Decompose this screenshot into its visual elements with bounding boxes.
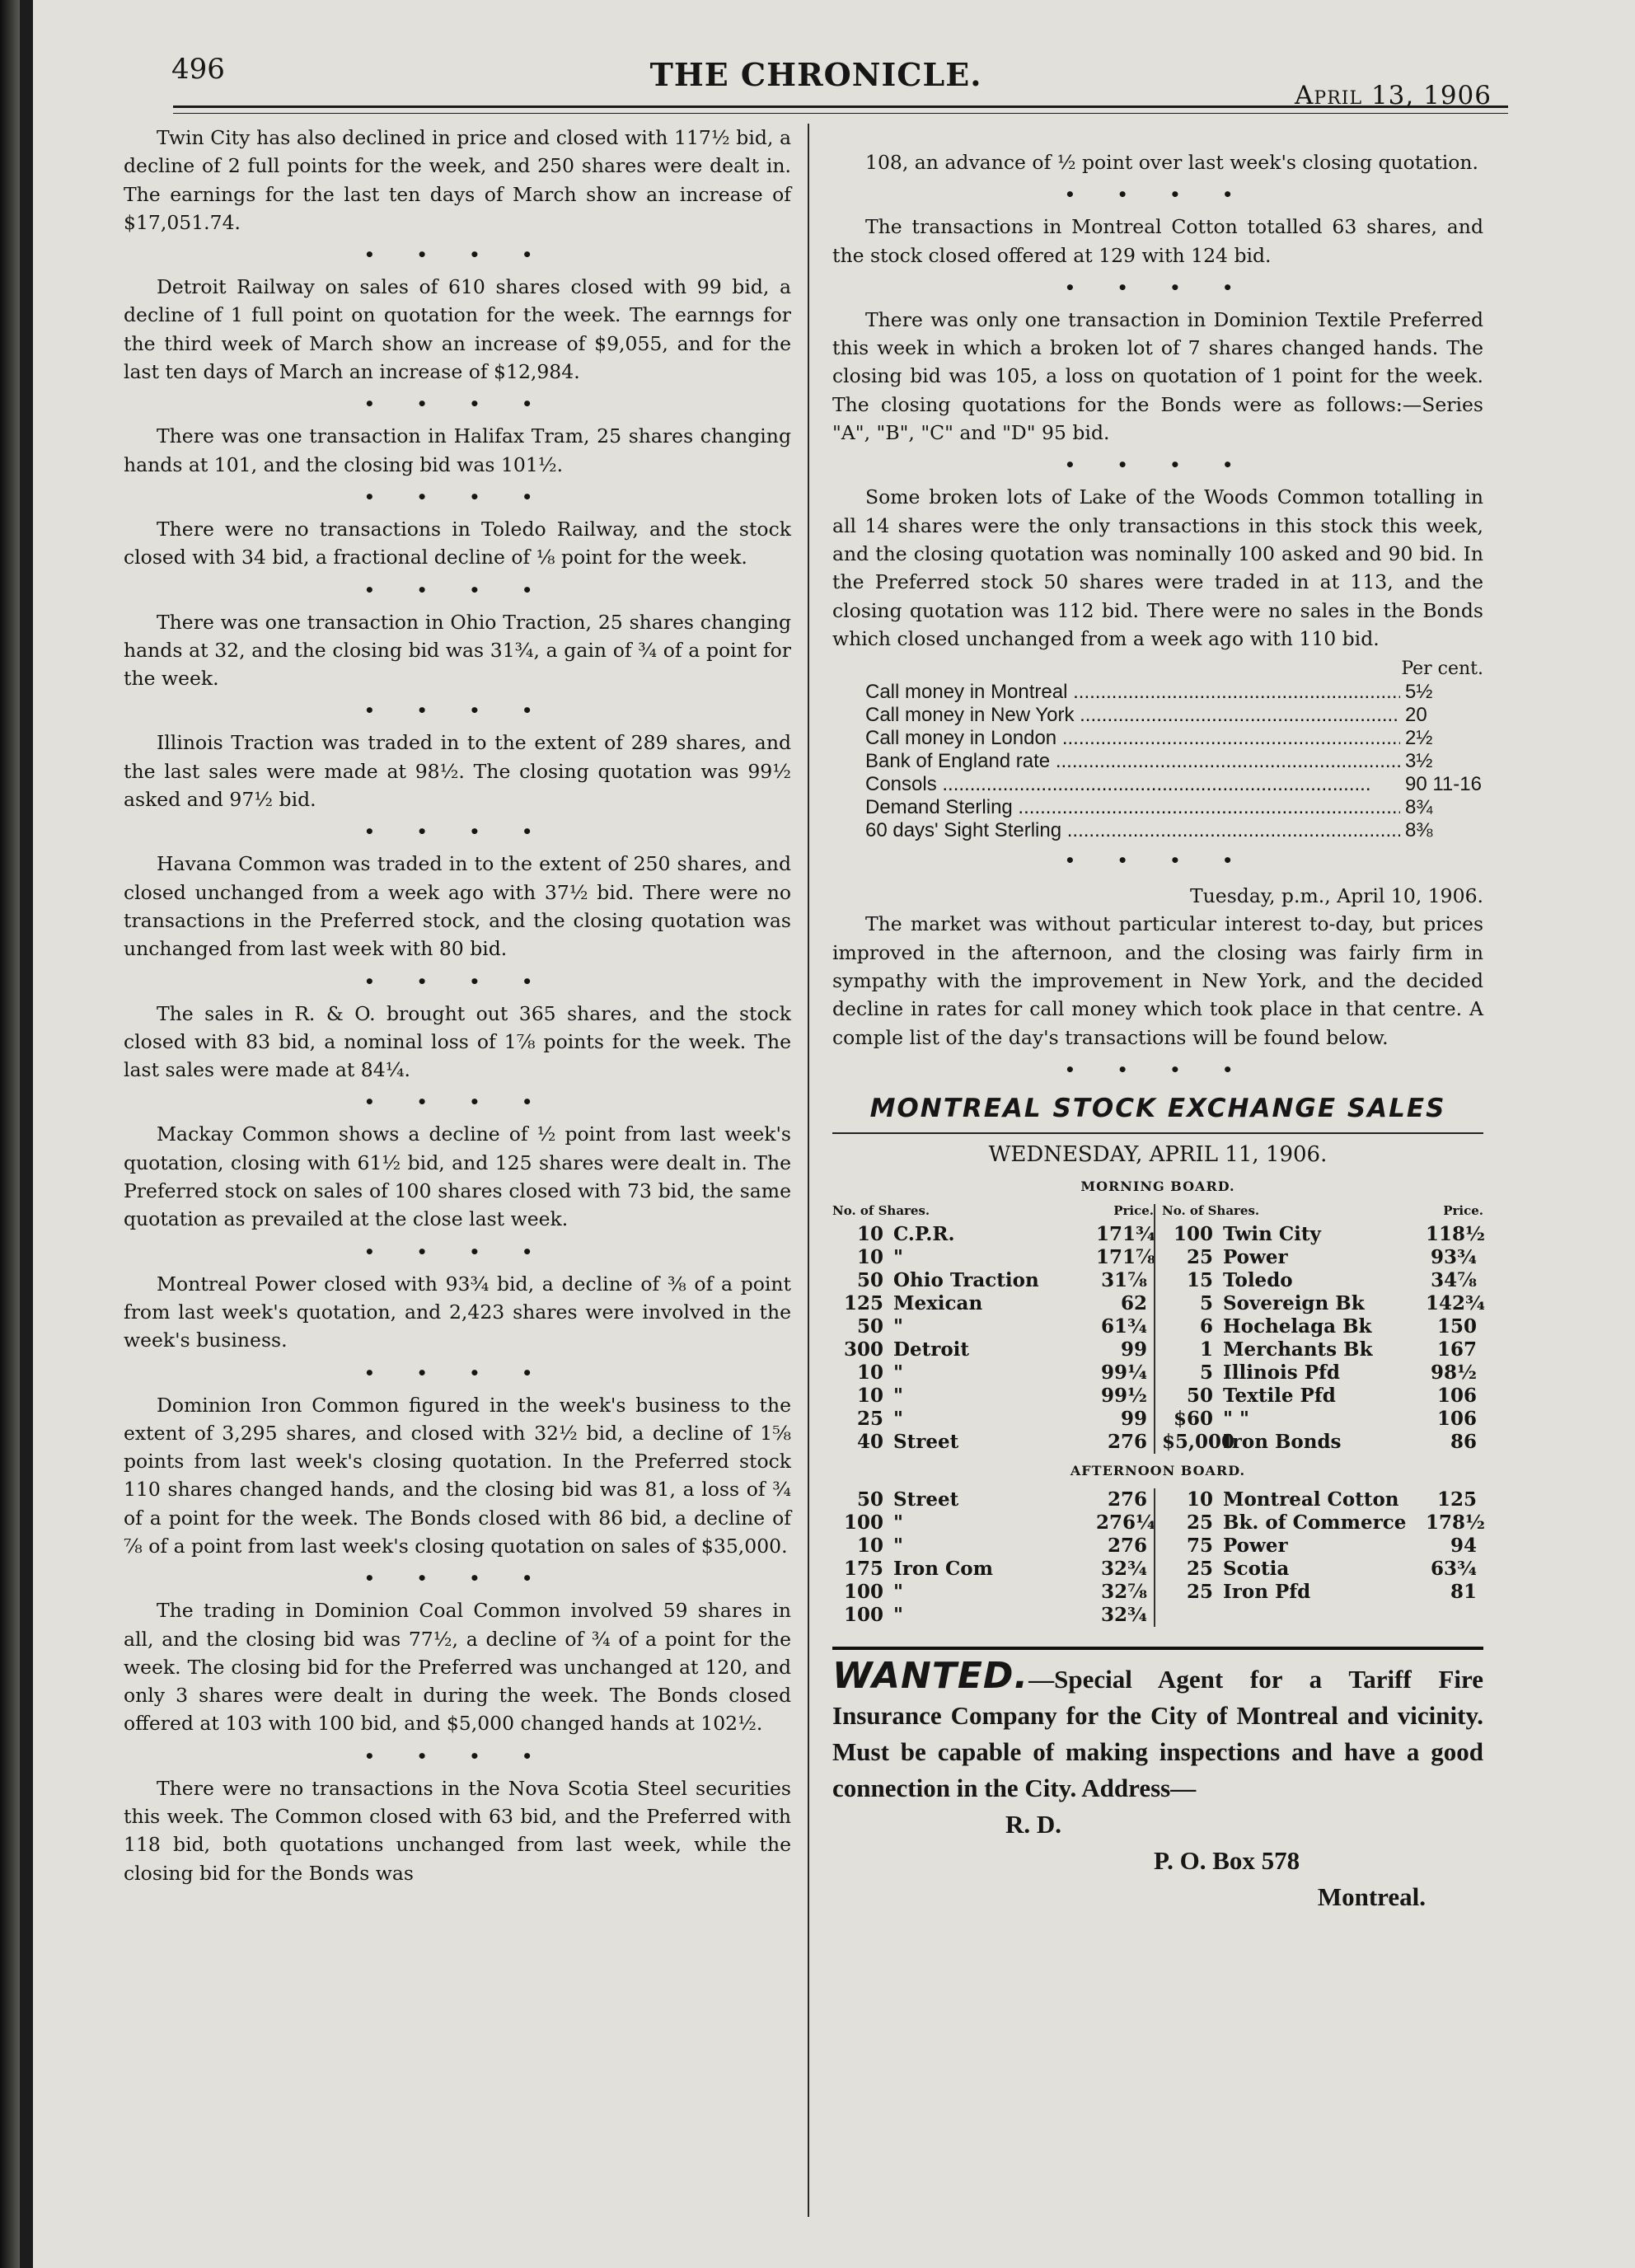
col-price: Price. xyxy=(1443,1202,1483,1218)
rate-value: 20 xyxy=(1405,704,1427,727)
stock-name: " xyxy=(893,1535,903,1558)
sale-price: 34⅞ xyxy=(1431,1268,1477,1291)
afternoon-board-table xyxy=(832,1488,1483,1627)
morning-right xyxy=(1154,1204,1483,1454)
page-number: 496 xyxy=(171,53,225,86)
sale-price: 86 xyxy=(1450,1430,1477,1453)
table-row xyxy=(1162,1361,1483,1385)
stock-name: Sovereign Bk xyxy=(1223,1291,1365,1314)
table-row xyxy=(1162,1292,1483,1315)
dot-separator: • • • • xyxy=(363,1362,551,1383)
table-row xyxy=(1162,1315,1483,1338)
rate-value: 8⅜ xyxy=(1405,819,1433,842)
sale-price: 276¼ xyxy=(1096,1511,1155,1535)
shares-qty: 50 xyxy=(856,1268,883,1291)
table-row xyxy=(832,1581,1154,1604)
stock-name: Twin City xyxy=(1223,1222,1321,1245)
sale-price: 171⅞ xyxy=(1096,1245,1155,1268)
shares-qty: 100 xyxy=(843,1604,883,1627)
shares-qty: 1 xyxy=(1199,1338,1213,1361)
rate-row xyxy=(865,704,1483,727)
article-paragraph: Montreal Power closed with 93¾ bid, a decline of ⅜ of a point from last week's quotation, and 2,423 shares were involved in the week's business. xyxy=(124,1272,791,1352)
table-row xyxy=(1162,1431,1483,1454)
table-row xyxy=(832,1488,1154,1511)
article-paragraph: The transactions in Montreal Cotton totalled 63 shares, and the stock closed offered at 129 with 124 bid. xyxy=(832,215,1483,267)
shares-qty: 10 xyxy=(1186,1488,1213,1511)
dot-separator: • • • • xyxy=(1064,850,1252,871)
stock-name: Iron Com xyxy=(893,1558,993,1581)
table-row xyxy=(832,1338,1154,1361)
afternoon-left-rows xyxy=(832,1488,1154,1627)
ad-initials: R. D. xyxy=(1005,1810,1062,1839)
morning-right-rows xyxy=(1162,1223,1483,1454)
rate-label: Call money in London ..... xyxy=(865,727,1400,750)
ad-headline: WANTED. xyxy=(832,1655,1029,1698)
shares-qty: 100 xyxy=(843,1581,883,1604)
sale-price: 99 xyxy=(1120,1338,1147,1361)
shares-qty: 25 xyxy=(1186,1581,1213,1604)
shares-qty: 10 xyxy=(856,1361,883,1384)
afternoon-board-heading: AFTERNOON BOARD. xyxy=(1070,1462,1246,1478)
article-paragraph: There were no transactions in Toledo Railway, and the stock closed with 34 bid, a fractional decline of ⅛ point for the week. xyxy=(124,517,791,569)
ad-box: P. O. Box 578 xyxy=(1154,1846,1300,1876)
article-paragraph: The sales in R. & O. brought out 365 shares, and the stock closed with 83 bid, a nominal loss of 1⅞ points for the week. The last sales were made at 84¼. xyxy=(124,1001,791,1082)
rate-label: Bank of England rate ..... xyxy=(865,750,1400,773)
stock-name: Power xyxy=(1223,1245,1288,1268)
article-paragraph: There was only one transaction in Dominion Textile Preferred this week in which a broken lot of 7 shares changed hands. The closing bid was 105, a loss on quotation of 1 point for the week. The closing quotations for the Bonds were as follows:—Series "A", "B", "C" and "D" 95 bid. xyxy=(832,307,1483,445)
rates-header: Per cent. xyxy=(1401,658,1483,680)
shares-qty: 25 xyxy=(856,1407,883,1430)
sale-price: 32⅞ xyxy=(1101,1581,1147,1604)
article-paragraph: Mackay Common shows a decline of ½ point from last week's quotation, closing with 61½ bid, and 125 shares were dealt in. The Preferred stock on sales of 100 shares closed with 73 bid, the same quotation as prevailed at the close last week. xyxy=(124,1122,791,1231)
morning-board-heading: MORNING BOARD. xyxy=(1080,1178,1235,1194)
stock-name: " xyxy=(893,1407,903,1430)
sale-price: 106 xyxy=(1436,1407,1477,1430)
table-row xyxy=(1162,1269,1483,1292)
table-row xyxy=(832,1511,1154,1535)
sale-price: 99½ xyxy=(1101,1384,1147,1407)
stock-name: " xyxy=(893,1384,903,1407)
sale-price: 99 xyxy=(1120,1407,1147,1430)
rate-row xyxy=(865,750,1483,773)
dot-separator: • • • • xyxy=(363,1241,551,1262)
stock-name: Detroit xyxy=(893,1338,970,1361)
shares-qty: 300 xyxy=(843,1338,883,1361)
article-paragraph: Detroit Railway on sales of 610 shares closed with 99 bid, a decline of 1 full point on quotation for the week. The earnngs for the third week of March show an increase of $9,055, and for the last ten days of March an increase of $12,984. xyxy=(124,275,791,384)
dot-separator: • • • • xyxy=(363,1092,551,1113)
sale-price: 106 xyxy=(1436,1384,1477,1407)
stock-name: Ohio Traction xyxy=(893,1268,1039,1291)
table-row xyxy=(832,1315,1154,1338)
wanted-advertisement xyxy=(832,1655,1483,1915)
rate-label: Call money in Montreal ..... xyxy=(865,681,1400,704)
stock-name: Merchants Bk xyxy=(1223,1338,1373,1361)
rate-value: 90 11-16 xyxy=(1405,773,1482,796)
dot-separator: • • • • xyxy=(1064,277,1252,298)
article-paragraph: Twin City has also declined in price and closed with 117½ bid, a decline of 2 full points for the week, and 250 shares were dealt in. The earnings for the last ten days of March show an increase of $17,051.74. xyxy=(124,126,791,234)
table-row xyxy=(1162,1246,1483,1269)
stock-name: " " xyxy=(1223,1407,1249,1430)
dot-separator: • • • • xyxy=(363,1746,551,1766)
right-paragraphs xyxy=(832,148,1483,653)
table-row xyxy=(832,1292,1154,1315)
shares-qty: 100 xyxy=(843,1511,883,1535)
article-paragraph: There was one transaction in Halifax Tram, 25 shares changing hands at 101, and the closing bid was 101½. xyxy=(124,424,791,476)
sale-price: 32¾ xyxy=(1101,1558,1147,1581)
article-paragraph: The trading in Dominion Coal Common involved 59 shares in all, and the closing bid was 77½, a decline of ¾ of a point for the week. The closing bid for the Preferred was unchanged at 120, and only 3 shares were dealt in during the week. The Bonds closed offered at 103 with 100 bid, and $5,000 changed hands at 102½. xyxy=(124,1599,791,1736)
mse-rule xyxy=(832,1132,1483,1134)
rate-label: Consols ..... xyxy=(865,773,1400,796)
stock-name: " xyxy=(893,1511,903,1535)
stock-name: Hochelaga Bk xyxy=(1223,1314,1372,1338)
table-row xyxy=(832,1431,1154,1454)
table-row xyxy=(1162,1535,1483,1558)
rates-rows xyxy=(865,681,1483,842)
dot-separator: • • • • xyxy=(363,701,551,721)
rate-row xyxy=(865,727,1483,750)
page-header xyxy=(140,48,1492,110)
table-row xyxy=(832,1604,1154,1627)
article-paragraph: Havana Common was traded in to the extent of 250 shares, and closed unchanged from a week ago with 37½ bid. There were no transactions in the Preferred stock, and the closing quotation was unchanged from last week with 80 bid. xyxy=(124,852,791,961)
sale-price: 171¾ xyxy=(1096,1222,1155,1245)
rate-value: 2½ xyxy=(1405,727,1433,750)
rate-row xyxy=(865,796,1483,819)
rate-value: 8¾ xyxy=(1405,796,1433,819)
dot-separator: • • • • xyxy=(363,486,551,507)
article-paragraph: There were no transactions in the Nova Scotia Steel securities this week. The Common closed with 63 bid, and the Preferred with 118 bid, both quotations unchanged from last week, while the closing bid for the Bonds was xyxy=(124,1776,791,1885)
sale-price: 276 xyxy=(1107,1430,1147,1453)
rate-label: 60 days' Sight Sterling ..... xyxy=(865,819,1400,842)
sale-price: 94 xyxy=(1450,1535,1477,1558)
table-row xyxy=(1162,1223,1483,1246)
dot-separator: • • • • xyxy=(363,971,551,991)
dot-separator: • • • • xyxy=(363,579,551,600)
table-row xyxy=(1162,1511,1483,1535)
stock-name: " xyxy=(893,1361,903,1384)
table-row xyxy=(1162,1385,1483,1408)
col-shares: No. of Shares. xyxy=(832,1202,930,1218)
rate-value: 3½ xyxy=(1405,750,1433,773)
sale-price: 150 xyxy=(1436,1314,1477,1338)
stock-name: Mexican xyxy=(893,1291,983,1314)
rate-label: Demand Sterling ..... xyxy=(865,796,1400,819)
ad-text: —Special Agent for a Tariff Fire Insurance Company for the City of Montreal and vicinity. Must be capable of making inspections and have a good connection in the City. Address— xyxy=(832,1665,1483,1803)
stock-name: Iron Pfd xyxy=(1223,1581,1311,1604)
sale-price: 125 xyxy=(1436,1488,1477,1511)
table-row xyxy=(832,1223,1154,1246)
dot-separator: • • • • xyxy=(363,822,551,842)
sale-price: 98½ xyxy=(1431,1361,1477,1384)
stock-name: " xyxy=(893,1245,903,1268)
table-row xyxy=(1162,1558,1483,1581)
sale-price: 63¾ xyxy=(1431,1558,1477,1581)
shares-qty: 15 xyxy=(1186,1268,1213,1291)
article-paragraph: Illinois Traction was traded in to the extent of 289 shares, and the last sales were made at 98½. The closing quotation was 99½ asked and 97½ bid. xyxy=(124,731,791,812)
table-row xyxy=(832,1269,1154,1292)
table-row xyxy=(1162,1488,1483,1511)
table-row xyxy=(832,1558,1154,1581)
mse-date: WEDNESDAY, APRIL 11, 1906. xyxy=(988,1142,1328,1168)
shares-qty: 5 xyxy=(1199,1291,1213,1314)
col-shares: No. of Shares. xyxy=(1162,1202,1260,1218)
stock-name: Iron Bonds xyxy=(1223,1430,1342,1453)
binding-gutter xyxy=(0,0,20,2268)
morning-left-rows xyxy=(832,1223,1154,1454)
rate-row xyxy=(865,819,1483,842)
stock-name: Textile Pfd xyxy=(1223,1384,1336,1407)
shares-qty: 175 xyxy=(843,1558,883,1581)
shares-qty: 40 xyxy=(856,1430,883,1453)
stock-name: Street xyxy=(893,1430,959,1453)
table-row xyxy=(1162,1581,1483,1604)
sale-price: 276 xyxy=(1107,1535,1147,1558)
shares-qty: 10 xyxy=(856,1535,883,1558)
sale-price: 81 xyxy=(1450,1581,1477,1604)
morning-board-table xyxy=(832,1204,1483,1454)
shares-qty: 6 xyxy=(1199,1314,1213,1338)
rates-table xyxy=(865,658,1483,842)
table-row xyxy=(832,1408,1154,1431)
tuesday-paragraph: The market was without particular interest to-day, but prices improved in the afternoon, and the closing was fairly firm in sympathy with the improvement in New York, and the decided decline in rates for call money which took place in that centre. A comple list of the day's transactions will be found below. xyxy=(832,912,1483,1049)
shares-qty: 25 xyxy=(1186,1245,1213,1268)
stock-name: Scotia xyxy=(1223,1558,1290,1581)
stock-name: Power xyxy=(1223,1535,1288,1558)
stock-name: Illinois Pfd xyxy=(1223,1361,1340,1384)
morning-left xyxy=(832,1204,1154,1454)
shares-qty: 5 xyxy=(1199,1361,1213,1384)
stock-name: Toledo xyxy=(1223,1268,1293,1291)
sale-price: 32¾ xyxy=(1101,1604,1147,1627)
sale-price: 118½ xyxy=(1426,1222,1485,1245)
dot-separator: • • • • xyxy=(363,394,551,415)
rate-row xyxy=(865,773,1483,796)
stock-name: Montreal Cotton xyxy=(1223,1488,1399,1511)
article-paragraph: There was one transaction in Ohio Traction, 25 shares changing hands at 32, and the closing bid was 31¾, a gain of ¾ of a point for the week. xyxy=(124,610,791,691)
stock-name: Street xyxy=(893,1488,959,1511)
issue-date: April 13, 1906 xyxy=(1295,81,1492,110)
shares-qty: 25 xyxy=(1186,1558,1213,1581)
shares-qty: 50 xyxy=(1186,1384,1213,1407)
stock-name: " xyxy=(893,1314,903,1338)
sale-price: 276 xyxy=(1107,1488,1147,1511)
sale-price: 99¼ xyxy=(1101,1361,1147,1384)
sale-price: 178½ xyxy=(1426,1511,1485,1535)
col-price: Price. xyxy=(1113,1202,1154,1218)
header-rule xyxy=(173,105,1508,108)
rate-value: 5½ xyxy=(1405,681,1433,704)
table-row xyxy=(832,1385,1154,1408)
header-rule-thin xyxy=(173,113,1508,114)
right-column xyxy=(832,148,1483,1915)
ad-rule xyxy=(832,1647,1483,1650)
shares-qty: $5,000 xyxy=(1162,1430,1235,1453)
article-paragraph: Dominion Iron Common figured in the week's business to the extent of 3,295 shares, and closed with 32½ bid, a decline of 1⅝ points from last week's closing quotation. In the Preferred stock 110 shares changed hands, and the closing bid was 81, a loss of ¾ of a point for the week. The Bonds closed with 86 bid, a decline of ⅞ of a point from last week's closing quotation on sales of $35,000. xyxy=(124,1393,791,1558)
shares-qty: 50 xyxy=(856,1488,883,1511)
left-column xyxy=(124,124,791,1887)
dot-separator: • • • • xyxy=(1064,185,1252,205)
tuesday-dateline: Tuesday, p.m., April 10, 1906. xyxy=(1190,884,1483,908)
sale-price: 62 xyxy=(1120,1291,1147,1314)
sale-price: 93¾ xyxy=(1431,1245,1477,1268)
table-header xyxy=(832,1204,1154,1218)
table-row xyxy=(832,1246,1154,1269)
rate-row xyxy=(865,681,1483,704)
sale-price: 31⅞ xyxy=(1101,1268,1147,1291)
ad-city: Montreal. xyxy=(1317,1882,1426,1912)
table-row xyxy=(832,1361,1154,1385)
sale-price: 167 xyxy=(1436,1338,1477,1361)
sale-price: 61¾ xyxy=(1101,1314,1147,1338)
sale-price: 142¾ xyxy=(1426,1291,1485,1314)
shares-qty: 10 xyxy=(856,1384,883,1407)
publication-title: THE CHRONICLE. xyxy=(649,56,982,93)
table-row xyxy=(1162,1408,1483,1431)
table-row xyxy=(832,1535,1154,1558)
dot-separator: • • • • xyxy=(1064,455,1252,476)
article-paragraph: Some broken lots of Lake of the Woods Common totalling in all 14 shares were the only transactions in this stock this week, and the closing quotation was nominally 100 asked and 90 bid. In the Preferred stock 50 shares were traded in at 113, and the closing quotation was 112 bid. There were no sales in the Bonds which closed unchanged from a week ago with 110 bid. xyxy=(832,485,1483,650)
stock-name: C.P.R. xyxy=(893,1222,955,1245)
shares-qty: 10 xyxy=(856,1222,883,1245)
rate-label: Call money in New York ..... xyxy=(865,704,1400,727)
dot-separator: • • • • xyxy=(363,245,551,265)
afternoon-right-rows xyxy=(1154,1488,1483,1627)
column-rule xyxy=(808,124,809,2217)
shares-qty: 75 xyxy=(1186,1535,1213,1558)
table-header xyxy=(1162,1204,1483,1218)
table-row xyxy=(1162,1338,1483,1361)
mse-title: MONTREAL STOCK EXCHANGE SALES xyxy=(869,1093,1446,1123)
article-paragraph: 108, an advance of ½ point over last week's closing quotation. xyxy=(865,151,1478,174)
stock-name: Bk. of Commerce xyxy=(1223,1511,1407,1535)
stock-name: " xyxy=(893,1604,903,1627)
shares-qty: 125 xyxy=(843,1291,883,1314)
dot-separator: • • • • xyxy=(1064,1059,1252,1080)
shares-qty: 50 xyxy=(856,1314,883,1338)
stock-name: " xyxy=(893,1581,903,1604)
shares-qty: 100 xyxy=(1173,1222,1213,1245)
shares-qty: 25 xyxy=(1186,1511,1213,1535)
shares-qty: 10 xyxy=(856,1245,883,1268)
shares-qty: $60 xyxy=(1173,1407,1213,1430)
dot-separator: • • • • xyxy=(363,1568,551,1589)
